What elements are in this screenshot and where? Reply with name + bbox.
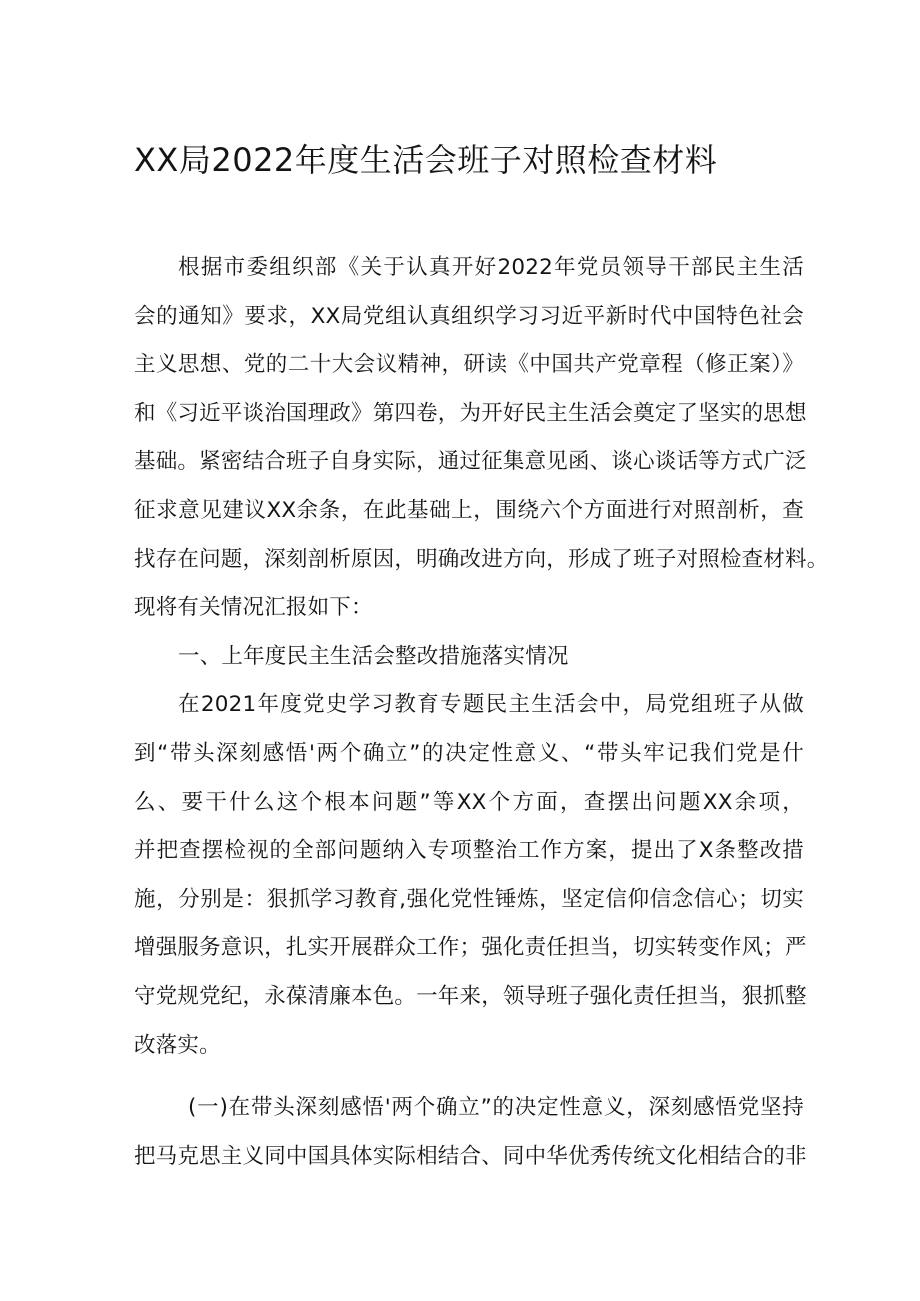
text-line: 根据市委组织部《关于认真开好2022年党员领导干部民主生活: [178, 255, 804, 280]
text-line: 找存在问题，深刻剖析原因，明确改进方向，形成了班子对照检查材料。: [134, 546, 829, 572]
paragraph-gap: [134, 1070, 804, 1084]
text-line: 守党规党纪，永葆清廉本色。一年来，领导班子强化责任担当，狠抓整: [134, 983, 807, 1009]
text-line: 会的通知》要求，XX局党组认真组织学习习近平新时代中国特色社会: [134, 303, 804, 329]
paragraph-rectification: [134, 681, 807, 1070]
text-line: 征求意见建议XX余条，在此基础上，围绕六个方面进行对照剖析，查: [134, 497, 804, 523]
paragraph-intro: [134, 244, 829, 633]
text-line: 把马克思主义同中国具体实际相结合、同中华优秀传统文化相结合的非: [134, 1143, 807, 1169]
document-body: [134, 244, 829, 1181]
text-line: 基础。紧密结合班子自身实际，通过征集意见函、谈心谈话等方式广泛: [134, 449, 807, 475]
text-line: 和《习近平谈治国理政》第四卷，为开好民主生活会奠定了坚实的思想: [134, 400, 807, 426]
text-line: 增强服务意识，扎实开展群众工作；强化责任担当，切实转变作风；严: [134, 935, 807, 961]
section-heading: 一、上年度民主生活会整改措施落实情况: [178, 643, 569, 669]
text-line: 在2021年度党史学习教育专题民主生活会中，局党组班子从做: [178, 692, 804, 718]
text-line: 并把查摆检视的全部问题纳入专项整治工作方案，提出了X条整改措: [134, 838, 804, 864]
text-line: (一)在带头深刻感悟'两个确立”的决定性意义，深刻感悟党坚持: [188, 1095, 804, 1121]
text-line: 主义思想、党的二十大会议精神，研读《中国共产党章程（修正案）》: [134, 352, 804, 378]
text-line: 改落实。: [134, 1032, 221, 1058]
text-line: 到“带头深刻感悟'两个确立”的决定性意义、“带头牢记我们党是什: [134, 740, 804, 766]
paragraph-subsection-one: [134, 1084, 807, 1181]
text-line: 施，分别是：狠抓学习教育,强化党性锤炼，坚定信仰信念信心；切实: [134, 886, 804, 912]
text-line: 么、要干什么这个根本问题”等XX个方面，查摆出问题XX余项，: [134, 789, 804, 815]
document-title: XX局2022年度生活会班子对照检查材料: [134, 141, 718, 179]
text-line: 现将有关情况汇报如下：: [134, 595, 373, 621]
